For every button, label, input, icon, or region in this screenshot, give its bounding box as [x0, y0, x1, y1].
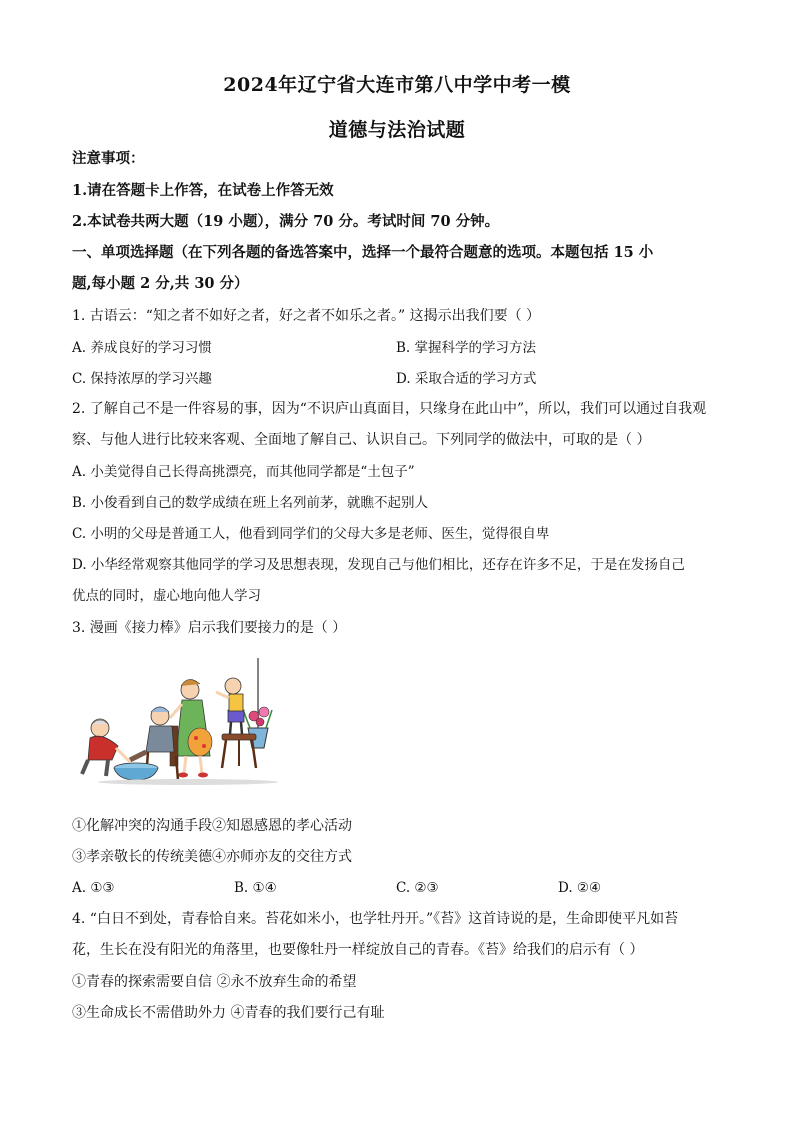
q1-option-c: C. 保持浓厚的学习兴趣	[72, 371, 212, 387]
wash-basin-icon	[114, 763, 158, 780]
q3-statement-2: ③孝亲敬长的传统美德④亦师亦友的交往方式	[72, 849, 352, 865]
notes-heading: 注意事项：	[72, 150, 145, 167]
section-heading-line-2: 题,每小题 2 分,共 30 分）	[72, 275, 249, 292]
note-item-1: 1.请在答题卡上作答，在试卷上作答无效	[72, 182, 334, 199]
q2-stem-line-1: 2. 了解自己不是一件容易的事，因为“不识庐山真面目，只缘身在此山中”，所以，我们可以通过自我观	[72, 401, 707, 417]
q3-option-c: C. ②③	[396, 880, 439, 896]
child-on-stool-icon	[216, 678, 256, 768]
q2-option-c: C. 小明的父母是普通工人，他看到同学们的父母大多是老师、医生，觉得很自卑	[72, 526, 550, 542]
q1-option-b: B. 掌握科学的学习方法	[396, 340, 537, 356]
q3-option-d: D. ②④	[558, 880, 602, 896]
q4-stem-line-2: 花，生长在没有阳光的角落里，也要像牡丹一样绽放自己的青春。《苔》给我们的启示有（ ）	[72, 942, 644, 958]
q4-statement-1: ①青春的探索需要自信 ②永不放弃生命的希望	[72, 974, 357, 990]
q1-stem: 1. 古语云：“知之者不如好之者，好之者不如乐之者。” 这揭示出我们要（ ）	[72, 308, 541, 324]
q2-option-d-line-2: 优点的同时，虚心地向他人学习	[72, 588, 261, 604]
flower-pot-icon	[244, 707, 272, 748]
q4-statement-2: ③生命成长不需借助外力 ④青春的我们要行己有耻	[72, 1005, 385, 1021]
q2-option-d-line-1: D. 小华经常观察其他同学的学习及思想表现，发现自己与他们相比，还存在许多不足，于是在发扬自己	[72, 557, 685, 573]
q2-option-b: B. 小俊看到自己的数学成绩在班上名列前茅，就瞧不起别人	[72, 495, 429, 511]
q3-option-a: A. ①③	[72, 880, 115, 896]
exam-subtitle: 道德与法治试题	[328, 119, 466, 141]
q3-statement-1: ①化解冲突的沟通手段②知恩感恩的孝心活动	[72, 818, 352, 834]
q3-option-b: B. ①④	[234, 880, 277, 896]
q4-stem-line-1: 4. “白日不到处，青春恰自来。苔花如米小，也学牡丹开。”《苔》这首诗说的是，生命即使平凡如苔	[72, 911, 679, 927]
note-item-2: 2.本试卷共两大题（19 小题），满分 70 分。考试时间 70 分钟。	[72, 213, 500, 230]
q1-option-d: D. 采取合适的学习方式	[396, 371, 537, 387]
relay-baton-cartoon	[78, 656, 282, 788]
q2-option-a: A. 小美觉得自己长得高挑漂亮，而其他同学都是“土包子”	[72, 464, 415, 480]
q2-stem-line-2: 察、与他人进行比较来客观、全面地了解自己、认识自己。下列同学的做法中，可取的是（ ）	[72, 432, 651, 448]
q1-option-a: A. 养成良好的学习习惯	[72, 340, 212, 356]
cartoon-illustration	[78, 656, 282, 788]
exam-title: 2024年辽宁省大连市第八中学中考一模	[223, 74, 571, 96]
q3-stem: 3. 漫画《接力棒》启示我们要接力的是（ ）	[72, 620, 347, 636]
section-heading-line-1: 一、单项选择题（在下列各题的备选答案中，选择一个最符合题意的选项。本题包括 15 小	[72, 244, 654, 261]
